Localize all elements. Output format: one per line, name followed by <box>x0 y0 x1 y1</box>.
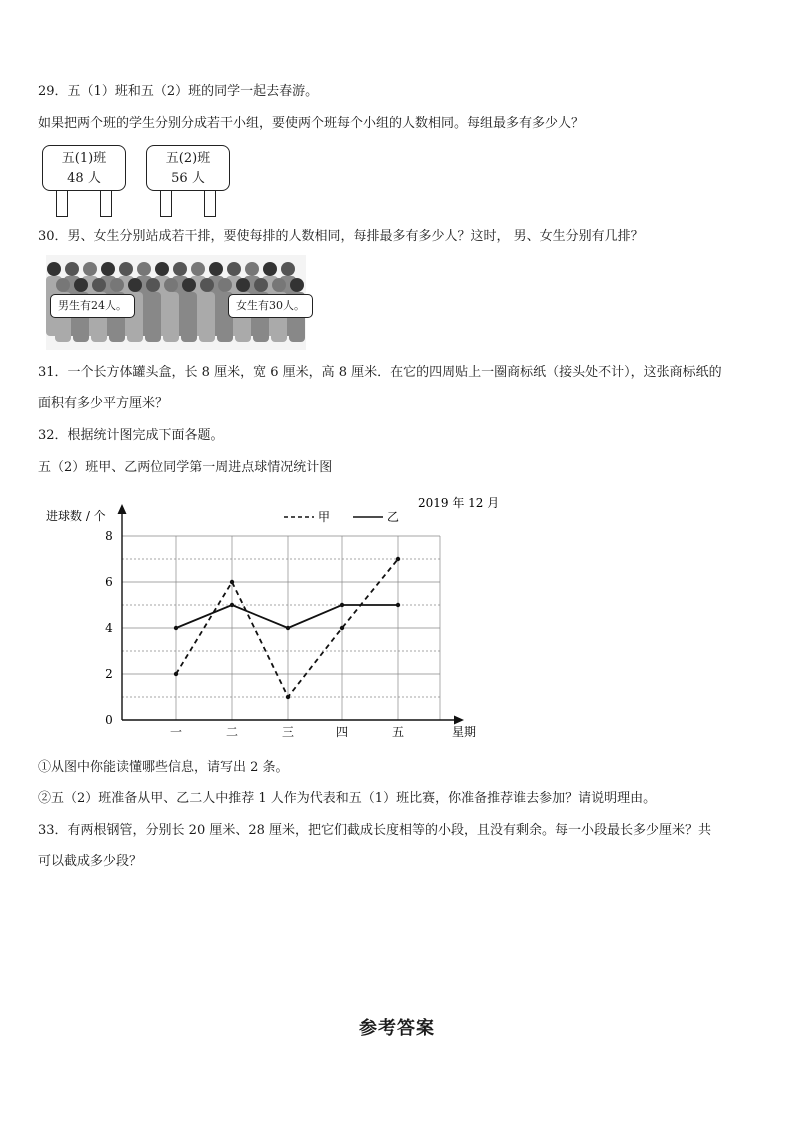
data-point-jia <box>230 580 234 584</box>
data-point-yi <box>174 626 178 630</box>
y-axis-label: 进球数 / 个 <box>46 509 106 523</box>
chart-date-label: 2019 年 12 月 <box>418 496 500 510</box>
crowd-figure-body <box>199 292 215 342</box>
x-axis-label: 星期 <box>452 725 477 739</box>
sign-class-2-name: 五(2)班 <box>165 151 211 166</box>
data-point-yi <box>396 603 400 607</box>
sign-class-2-count: 56 人 <box>171 171 205 186</box>
q33-line1: 33．有两根钢管，分别长 20 厘米、28 厘米，把它们截成长度相等的小段，且没有剩余。每一小段最长多少厘米？共 <box>38 823 712 838</box>
crowd-figure-head <box>182 278 196 292</box>
crowd-figure-head <box>281 262 295 276</box>
x-tick-label: 四 <box>335 725 349 739</box>
boys-speech-bubble: 男生有24人。 <box>50 294 135 318</box>
q31-line1: 31．一个长方体罐头盒，长 8 厘米，宽 6 厘米，高 8 厘米．在它的四周贴上一圈商标纸（接头处不计），这张商标纸的 <box>38 365 722 380</box>
x-tick-label: 一 <box>169 725 183 739</box>
crowd-figure-body <box>181 292 197 342</box>
crowd-figure-head <box>128 278 142 292</box>
answer-section-title: 参考答案 <box>359 1018 435 1039</box>
y-tick-label: 4 <box>105 621 113 635</box>
data-point-jia <box>340 626 344 630</box>
data-point-jia <box>286 695 290 699</box>
data-point-yi <box>286 626 290 630</box>
q33-line2: 可以截成多少段？ <box>38 854 143 869</box>
crowd-figure-head <box>74 278 88 292</box>
q30-question: 30．男、女生分别站成若干排，要使每排的人数相同，每排最多有多少人？这时， 男、女生分别有几排？ <box>38 229 644 244</box>
sign-class-1-count: 48 人 <box>67 171 101 186</box>
crowd-figure-head <box>218 278 232 292</box>
x-tick-label: 二 <box>225 725 239 739</box>
chart-axes <box>118 504 465 725</box>
sign-class-2-leg-left <box>160 191 172 217</box>
y-tick-label: 0 <box>105 713 113 727</box>
data-point-yi <box>230 603 234 607</box>
chart-legend <box>284 510 399 524</box>
q29-question: 如果把两个班的学生分别分成若干小组，要使两个班每个小组的人数相同。每组最多有多少人？ <box>38 116 585 131</box>
crowd-figure-head <box>65 262 79 276</box>
crowd-figure-head <box>119 262 133 276</box>
q29-title: 29．五（1）班和五（2）班的同学一起去春游。 <box>38 84 319 99</box>
line-chart <box>36 490 506 750</box>
crowd-figure-head <box>47 262 61 276</box>
legend-label-yi: 乙 <box>387 510 400 524</box>
girls-speech-bubble: 女生有30人。 <box>228 294 313 318</box>
crowd-figure-head <box>83 262 97 276</box>
crowd-figure-head <box>236 278 250 292</box>
crowd-figure-head <box>155 262 169 276</box>
chart-ticks <box>105 529 404 739</box>
sign-class-1-leg-left <box>56 191 68 217</box>
legend-label-jia: 甲 <box>318 510 331 524</box>
y-tick-label: 8 <box>105 529 113 543</box>
sign-class-1-name: 五(1)班 <box>61 151 107 166</box>
crowd-figure-head <box>227 262 241 276</box>
x-tick-label: 三 <box>281 725 295 739</box>
series-line-yi <box>176 605 398 628</box>
crowd-figure-head <box>209 262 223 276</box>
sign-class-2-leg-right <box>204 191 216 217</box>
sign-class-1-leg-right <box>100 191 112 217</box>
chart-caption: 五（2）班甲、乙两位同学第一周进点球情况统计图 <box>38 460 333 475</box>
crowd-figure-head <box>254 278 268 292</box>
q32-sub1: ①从图中你能读懂哪些信息，请写出 2 条。 <box>38 760 289 775</box>
q32-sub2: ②五（2）班准备从甲、乙二人中推荐 1 人作为代表和五（1）班比赛，你准备推荐谁去参加？请说明理由。 <box>38 791 657 806</box>
crowd-figure-head <box>290 278 304 292</box>
sign-class-2 <box>146 145 230 191</box>
crowd-figure-head <box>56 278 70 292</box>
crowd-figure-head <box>173 262 187 276</box>
crowd-figure-head <box>101 262 115 276</box>
crowd-figure-head <box>164 278 178 292</box>
crowd-figure-head <box>191 262 205 276</box>
y-tick-label: 2 <box>105 667 113 681</box>
y-tick-label: 6 <box>105 575 113 589</box>
q32-title: 32．根据统计图完成下面各题。 <box>38 428 224 443</box>
data-point-jia <box>174 672 178 676</box>
x-tick-label: 五 <box>391 725 405 739</box>
crowd-figure-head <box>272 278 286 292</box>
chart-grid <box>122 536 440 720</box>
q31-line2: 面积有多少平方厘米？ <box>38 396 169 411</box>
crowd-figure-head <box>137 262 151 276</box>
crowd-figure-head <box>245 262 259 276</box>
data-point-jia <box>396 557 400 561</box>
crowd-figure-head <box>146 278 160 292</box>
data-point-yi <box>340 603 344 607</box>
crowd-figure-head <box>92 278 106 292</box>
sign-class-1 <box>42 145 126 191</box>
crowd-figure-body <box>145 292 161 342</box>
crowd-figure-head <box>263 262 277 276</box>
crowd-figure-head <box>200 278 214 292</box>
crowd-figure-body <box>163 292 179 342</box>
crowd-figure-head <box>110 278 124 292</box>
